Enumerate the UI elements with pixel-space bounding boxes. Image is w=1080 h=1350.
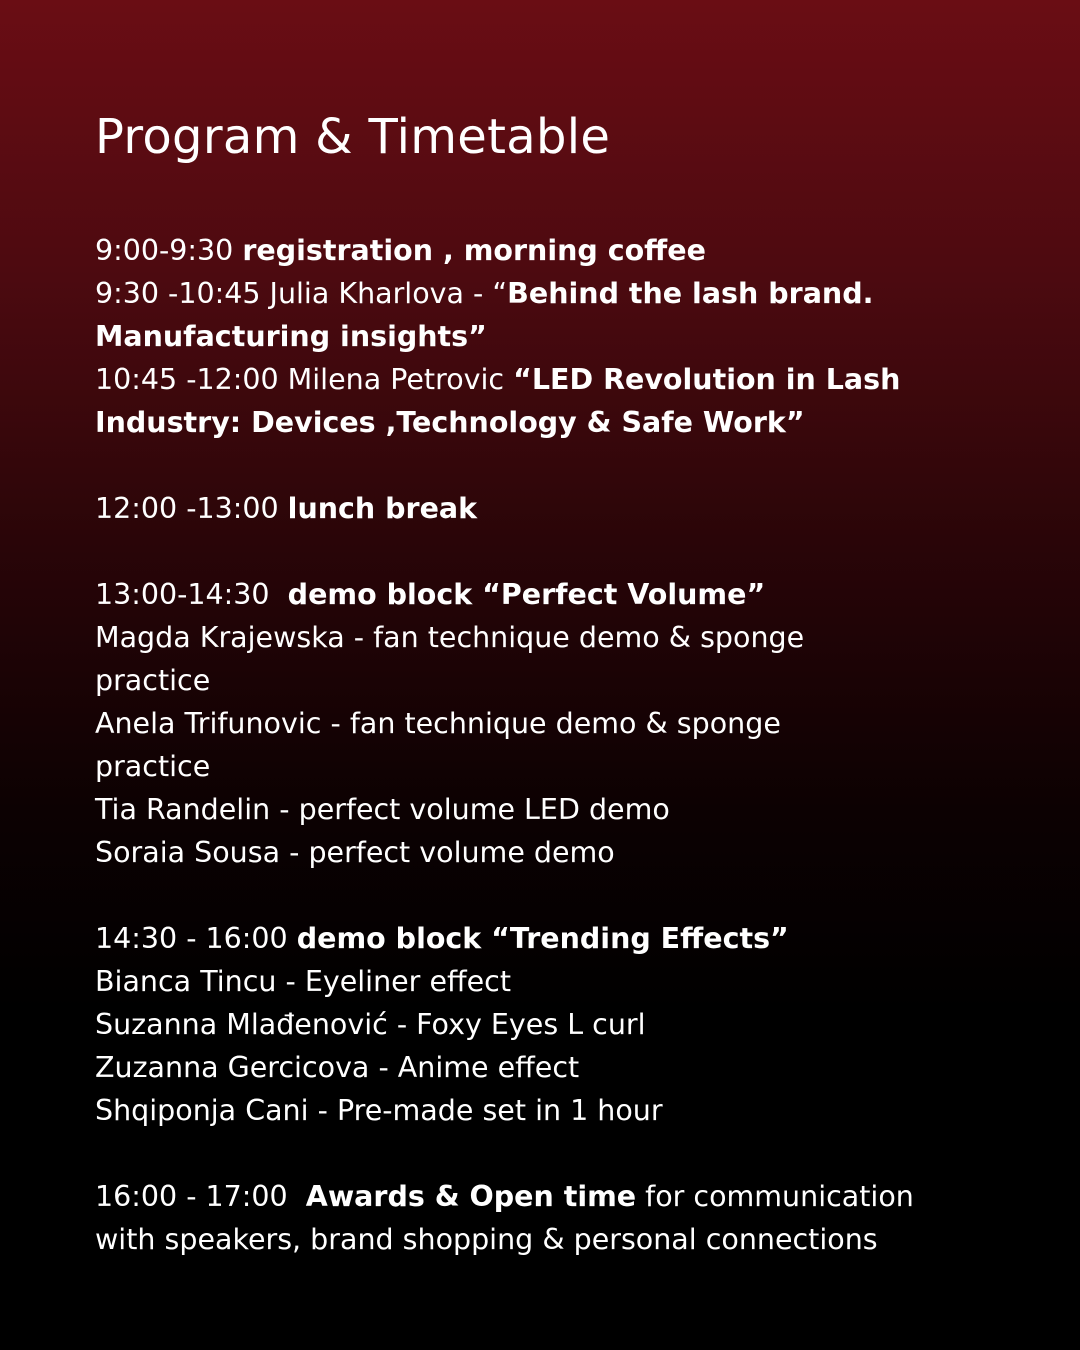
session-text: with speakers, brand shopping & personal connections (95, 1223, 878, 1256)
session-title: “LED Revolution in Lash (513, 363, 901, 396)
time-range: 12:00 -13:00 (95, 492, 288, 525)
schedule-line (95, 1218, 1015, 1261)
session-title: demo block “Trending Effects” (296, 922, 789, 955)
schedule-line (95, 401, 1015, 444)
session-text: Tia Randelin - perfect volume LED demo (95, 793, 670, 826)
session-text: Julia Kharlova - “ (269, 277, 508, 310)
schedule-line (95, 358, 1015, 401)
time-range: 9:30 -10:45 (95, 277, 270, 310)
session-title: Manufacturing insights” (95, 320, 487, 353)
session-text: Anela Trifunovic - fan technique demo & sponge (95, 707, 781, 740)
schedule-line (95, 659, 1015, 702)
time-range: 14:30 - 16:00 (95, 922, 297, 955)
session-title: Behind the lash brand. (507, 277, 874, 310)
schedule-line (95, 702, 1015, 745)
schedule-line (95, 1089, 1015, 1132)
spacer (95, 444, 1015, 487)
program-page (95, 104, 1015, 1261)
session-text: practice (95, 750, 211, 783)
session-text: Magda Krajewska - fan technique demo & sponge (95, 621, 805, 654)
schedule-line (95, 272, 1015, 315)
spacer (95, 874, 1015, 917)
session-title: Industry: Devices ,Technology & Safe Work” (95, 406, 805, 439)
session-title: registration , morning coffee (242, 234, 706, 267)
session-text: Shqiponja Cani - Pre-made set in 1 hour (95, 1094, 663, 1127)
schedule-line (95, 831, 1015, 874)
session-title: Awards & Open time (305, 1180, 637, 1213)
spacer (95, 1132, 1015, 1175)
schedule-line (95, 573, 1015, 616)
session-text: practice (95, 664, 211, 697)
schedule-line (95, 1003, 1015, 1046)
schedule-line (95, 788, 1015, 831)
time-range: 9:00-9:30 (95, 234, 243, 267)
spacer (95, 530, 1015, 573)
schedule-line (95, 745, 1015, 788)
session-text: Suzanna Mlađenović - Foxy Eyes L curl (95, 1008, 646, 1041)
schedule-line (95, 616, 1015, 659)
schedule-line (95, 229, 1015, 272)
session-text: Milena Petrovic (287, 363, 514, 396)
schedule-line (95, 315, 1015, 358)
time-range: 10:45 -12:00 (95, 363, 288, 396)
session-text: Zuzanna Gercicova - Anime effect (95, 1051, 580, 1084)
page-title: Program & Timetable (95, 109, 611, 165)
schedule-line (95, 960, 1015, 1003)
session-text: Bianca Tincu - Eyeliner effect (95, 965, 512, 998)
schedule-line (95, 487, 1015, 530)
schedule-line (95, 1046, 1015, 1089)
schedule-line (95, 917, 1015, 960)
session-title: lunch break (287, 492, 478, 525)
time-range: 13:00-14:30 (95, 578, 288, 611)
session-text: for communication (636, 1180, 914, 1213)
session-title: demo block “Perfect Volume” (287, 578, 766, 611)
time-range: 16:00 - 17:00 (95, 1180, 306, 1213)
schedule-line (95, 1175, 1015, 1218)
schedule-list (95, 229, 1015, 1261)
session-text: Soraia Sousa - perfect volume demo (95, 836, 615, 869)
